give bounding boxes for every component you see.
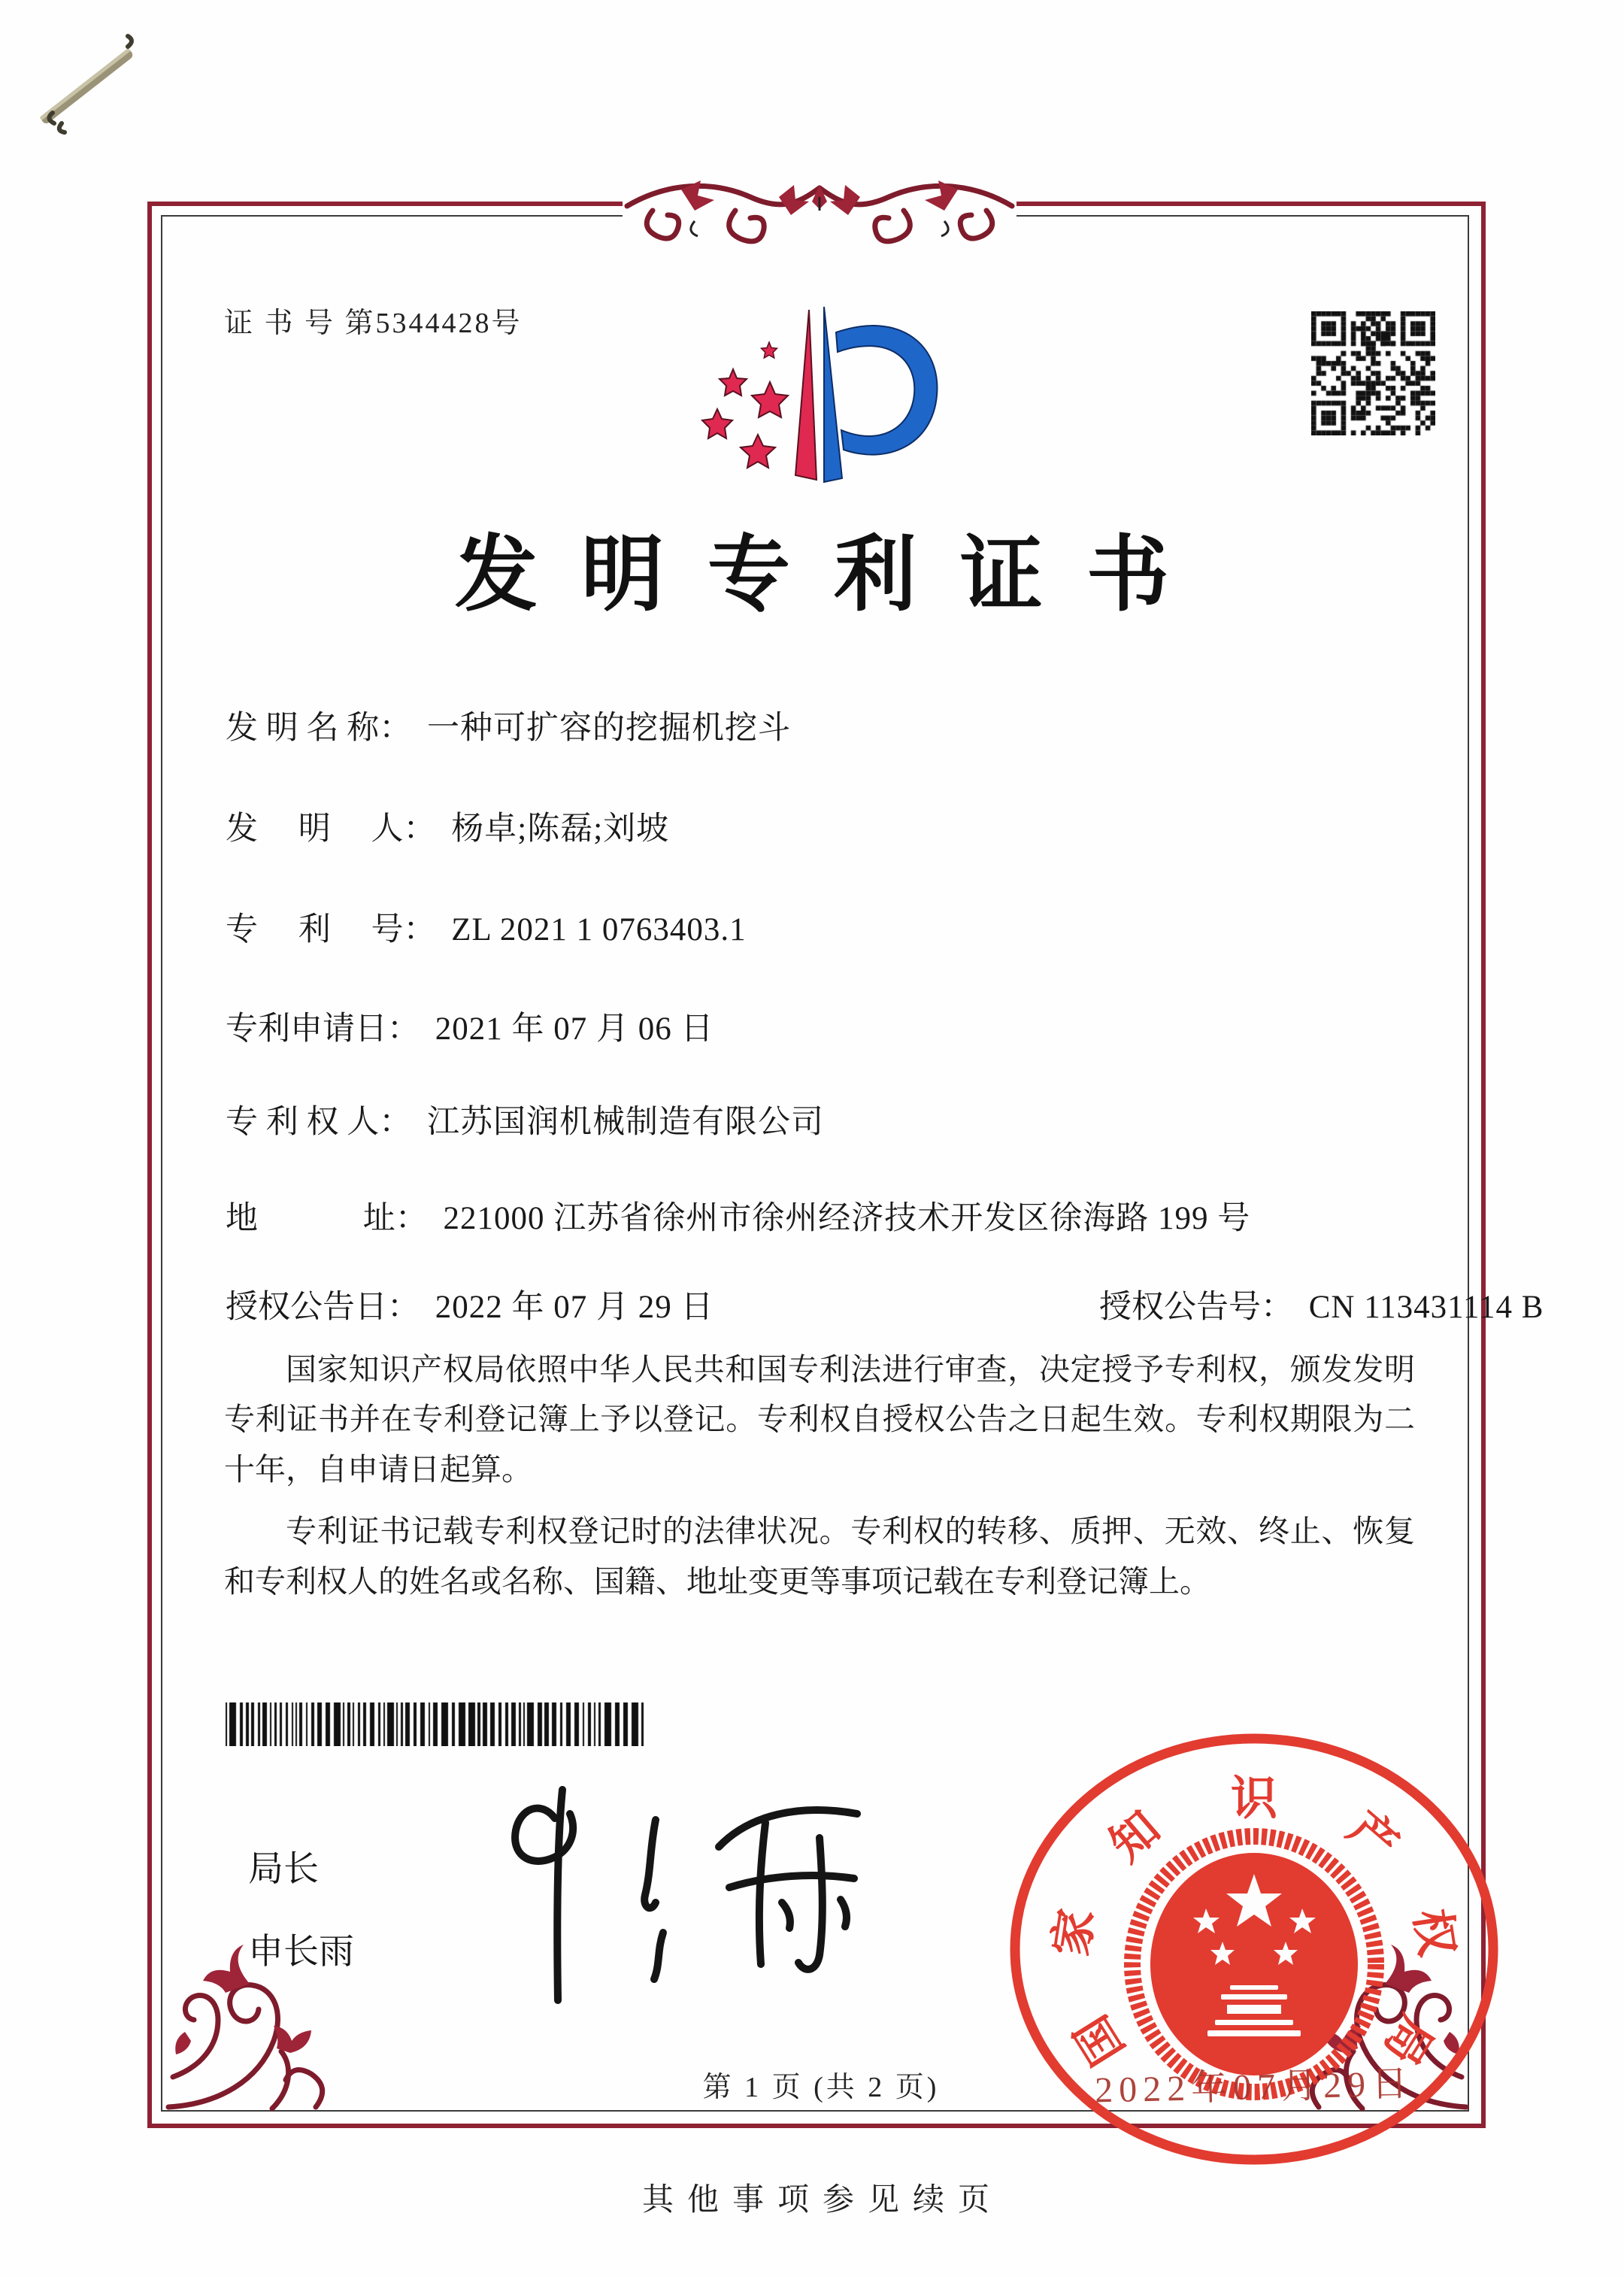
field-label: 发 明 名 称： — [226, 711, 412, 746]
cnipa-logo — [677, 290, 955, 517]
grant-date-label: 授权公告日： — [226, 1290, 420, 1325]
legal-text — [224, 1345, 1415, 1618]
qr-code — [1311, 311, 1435, 435]
certificate-number: 证 书 号 第5344428号 — [224, 308, 523, 339]
seal-arc-char: 权 — [1404, 1906, 1463, 1960]
grant-number-value: CN 113431114 B — [1308, 1290, 1544, 1325]
field-invention-name — [226, 702, 791, 748]
seal-date: 2022年07月29日 — [1094, 2063, 1414, 2111]
field-value: 江苏国润机械制造有限公司 — [427, 1105, 824, 1140]
director-title: 局长 — [248, 1848, 319, 1888]
field-patent-number — [226, 904, 747, 950]
seal-arc-char: 识 — [1230, 1773, 1278, 1825]
seal-arc-char: 国 — [1065, 2006, 1135, 2074]
field-address — [226, 1193, 1250, 1239]
staple — [39, 32, 158, 144]
field-value: 一种可扩容的挖掘机挖斗 — [427, 711, 791, 746]
page-indicator: 第 1 页 (共 2 页) — [702, 2072, 940, 2103]
field-patentee — [226, 1096, 824, 1142]
field-label: 发 明 人： — [226, 811, 436, 847]
field-label: 地 址： — [226, 1201, 428, 1236]
field-grant-row — [226, 1281, 1544, 1327]
field-value: 221000 江苏省徐州市徐州经济技术开发区徐海路 199 号 — [443, 1201, 1251, 1236]
field-value: 杨卓;陈磊;刘坡 — [451, 811, 670, 847]
continuation-note: 其他事项参见续页 — [641, 2183, 1003, 2218]
grant-date-value: 2022 年 07 月 29 日 — [435, 1290, 714, 1325]
seal-arc-char: 知 — [1101, 1802, 1171, 1872]
field-value: ZL 2021 1 0763403.1 — [451, 912, 747, 947]
certificate-title: 发明专利证书 — [455, 529, 1213, 621]
director-handwritten-signature — [466, 1775, 895, 2030]
grant-number-label: 授权公告号： — [1099, 1290, 1293, 1325]
legal-paragraph-2: 专利证书记载专利权登记时的法律状况。专利权的转移、质押、无效、终止、恢复和专利权人的姓名或名称、国籍、地址变更等事项记载在专利登记簿上。 — [224, 1514, 1415, 1599]
field-label: 专利申请日： — [226, 1011, 420, 1047]
legal-paragraph-1: 国家知识产权局依照中华人民共和国专利法进行审查，决定授予专利权，颁发发明专利证书并在专利登记簿上予以登记。专利权自授权公告之日起生效。专利权期限为二十年，自申请日起算。 — [224, 1352, 1415, 1487]
seal-arc-char: 家 — [1045, 1906, 1104, 1960]
seal-arc-char: 产 — [1338, 1802, 1407, 1872]
field-label: 专 利 权 人： — [226, 1105, 412, 1140]
seal-arc-char: 局 — [1374, 2006, 1443, 2074]
barcode — [226, 1702, 651, 1746]
director-name: 申长雨 — [248, 1931, 354, 1971]
field-inventors — [226, 803, 669, 849]
field-label: 专 利 号： — [226, 912, 436, 947]
field-value: 2021 年 07 月 06 日 — [435, 1011, 714, 1047]
top-border-ornament — [623, 167, 1017, 259]
field-application-date — [226, 1003, 714, 1049]
